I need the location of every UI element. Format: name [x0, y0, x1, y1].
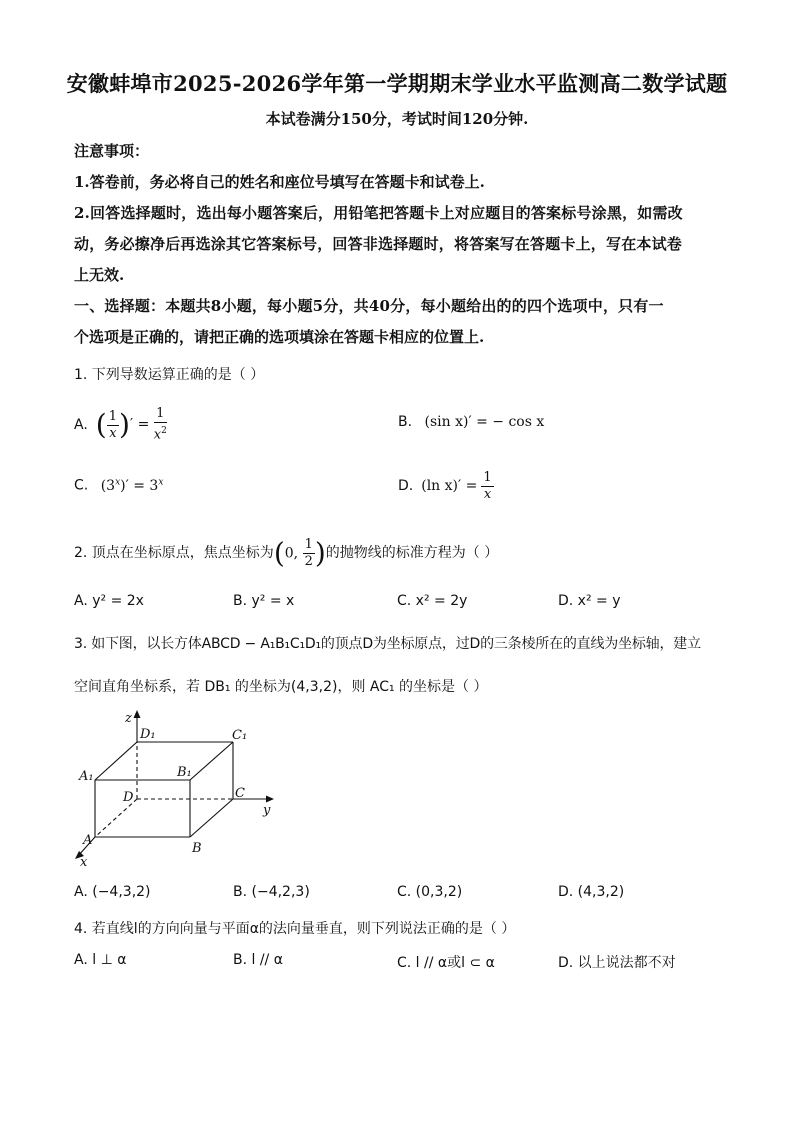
- q2-stem: 2. 顶点在坐标原点，焦点坐标为 (0, $\frac{1}{2}$ ) 的抛物线的标准方程为（ ）: [74, 536, 499, 569]
- q2-option-d: D. x² = y: [558, 593, 621, 609]
- y-axis-arrow: [266, 796, 274, 803]
- q2-stem-pre: 2. 顶点在坐标原点，焦点坐标为: [74, 545, 274, 561]
- q4-stem: 4. 若直线l的方向向量与平面α的法向量垂直，则下列说法正确的是（ ）: [74, 921, 516, 937]
- q1-option-a: A. ( $\frac{1}{x}$ )′ = $\frac{1}{x^2}$: [74, 406, 167, 443]
- label-b: B: [192, 841, 202, 856]
- q1-option-c-label: C.: [74, 477, 89, 494]
- label-c1: C₁: [232, 728, 248, 743]
- q1-option-a-label: A.: [74, 417, 88, 433]
- notes-item-2-line-3: 上无效.: [74, 266, 125, 284]
- q1-stem: 1. 下列导数运算正确的是（ ）: [74, 367, 265, 383]
- q1-option-d-lhs: (ln x)′ =: [421, 478, 478, 494]
- q2-option-a: A. y² = 2x: [74, 593, 144, 609]
- edge-a1d1: [95, 742, 137, 780]
- cuboid-figure: [70, 706, 290, 868]
- q2-option-c: C. x² = 2y: [397, 593, 468, 609]
- label-b1: B₁: [177, 765, 192, 780]
- notes-item-2-line-1: 2.回答选择题时，选出每小题答案后，用铅笔把答题卡上对应题目的答案标号涂黑，如需改: [74, 204, 683, 222]
- q1-option-d-label: D.: [398, 478, 414, 494]
- section-heading-line-1: 一、选择题：本题共8小题，每小题5分，共40分，每小题给出的的四个选项中，只有一: [74, 297, 664, 315]
- q3-option-b: B. (−4,2,3): [233, 884, 310, 900]
- edge-cb: [190, 799, 233, 837]
- z-axis-arrow: [134, 710, 141, 718]
- notes-heading: 注意事项：: [74, 142, 150, 160]
- q3-stem-line-2: 空间直角坐标系，若 DB₁ 的坐标为(4,3,2)，则 AC₁ 的坐标是（ ）: [74, 679, 488, 695]
- q1-option-d: D. (ln x)′ = $\frac{1}{x}$: [398, 469, 492, 502]
- q1-option-b: [398, 414, 544, 430]
- exam-subtitle: 本试卷满分150分，考试时间120分钟.: [265, 110, 529, 128]
- q2-option-b: B. y² = x: [233, 593, 295, 609]
- edge-c1b1: [190, 742, 233, 780]
- label-d1: D₁: [140, 727, 156, 742]
- section-heading-line-2: 个选项是正确的，请把正确的选项填涂在答题卡相应的位置上.: [74, 328, 485, 346]
- q3-option-d: D. (4,3,2): [558, 884, 625, 900]
- q2-stem-post: 的抛物线的标准方程为（ ）: [325, 545, 499, 561]
- q4-option-b: B. l // α: [233, 952, 283, 968]
- label-c: C: [235, 786, 245, 801]
- q4-option-c: C. l // α或l ⊂ α: [397, 955, 495, 971]
- label-z: z: [125, 711, 132, 726]
- exam-title: 安徽蚌埠市2025-2026学年第一学期期末学业水平监测高二数学试题: [66, 71, 728, 96]
- q4-option-d: D. 以上说法都不对: [558, 955, 676, 971]
- q4-option-a: A. l ⊥ α: [74, 952, 127, 968]
- q3-option-c: C. (0,3,2): [397, 884, 463, 900]
- notes-item-2-line-2: 动，务必擦净后再选涂其它答案标号，回答非选择题时，将答案写在答题卡上，写在本试卷: [74, 235, 683, 253]
- q3-option-a: A. (−4,3,2): [74, 884, 151, 900]
- q1-option-c: C. $(3^x)' = 3^x$: [74, 477, 164, 494]
- label-d: D: [123, 790, 134, 805]
- label-y: y: [263, 803, 271, 818]
- q1-option-b-expr: (sin x)′ = − cos x: [424, 414, 545, 430]
- q1-option-b-label: B.: [398, 414, 413, 430]
- notes-item-1: 1.答卷前，务必将自己的姓名和座位号填写在答题卡和试卷上.: [74, 173, 485, 191]
- label-a1: A₁: [79, 769, 94, 784]
- label-x: x: [80, 855, 88, 868]
- q3-stem-line-1: 3. 如下图，以长方体ABCD − A₁B₁C₁D₁的顶点D为坐标原点，过D的三条棱所在的直线为坐标轴，建立: [74, 636, 701, 652]
- label-a: A: [83, 833, 93, 848]
